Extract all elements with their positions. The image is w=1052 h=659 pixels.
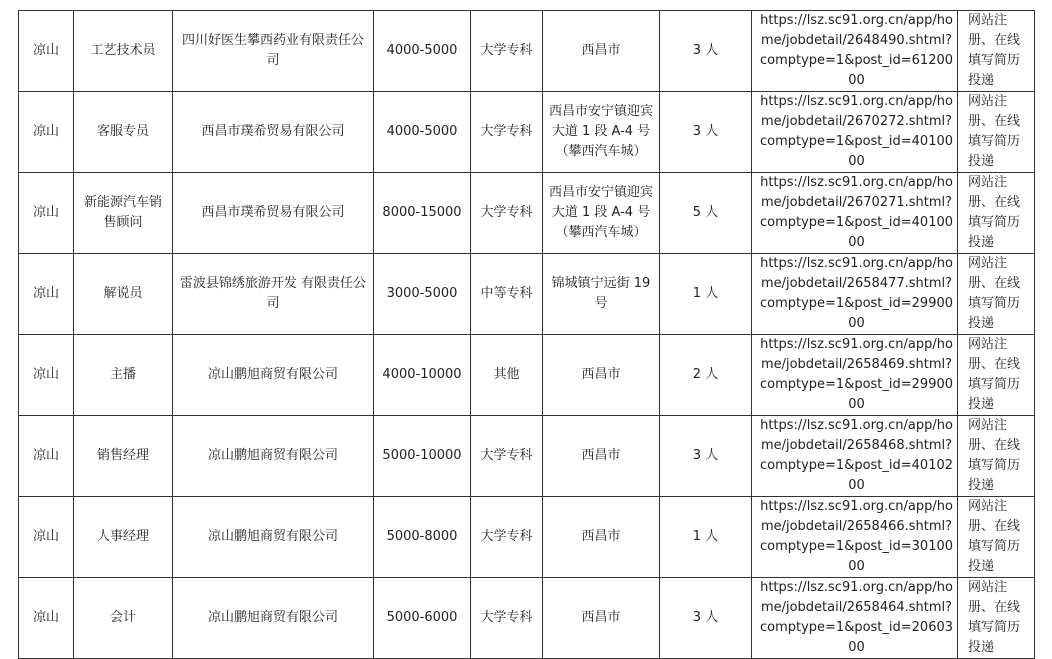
education-cell: 大学专科 <box>471 578 543 659</box>
table-row <box>19 335 1035 416</box>
salary-cell: 5000-10000 <box>374 416 471 497</box>
salary-cell: 5000-6000 <box>374 578 471 659</box>
headcount-cell: 3 人 <box>660 92 752 173</box>
job-url-cell[interactable]: https://lsz.sc91.org.cn/app/home/jobdetail/2658466.shtml?comptype=1&post_id=3010000 <box>752 497 958 578</box>
location-cell: 西昌市 <box>543 497 660 578</box>
job-listing-table <box>18 10 1035 659</box>
position-cell: 销售经理 <box>74 416 173 497</box>
salary-cell: 3000-5000 <box>374 254 471 335</box>
location-cell: 西昌市 <box>543 416 660 497</box>
position-cell: 客服专员 <box>74 92 173 173</box>
company-cell: 雷波县锦绣旅游开发 有限责任公司 <box>173 254 374 335</box>
position-cell: 新能源汽车销售顾问 <box>74 173 173 254</box>
table-row <box>19 497 1035 578</box>
headcount-cell: 3 人 <box>660 416 752 497</box>
table-row <box>19 92 1035 173</box>
table-row <box>19 11 1035 92</box>
education-cell: 中等专科 <box>471 254 543 335</box>
job-url-cell[interactable]: https://lsz.sc91.org.cn/app/home/jobdetail/2658477.shtml?comptype=1&post_id=2990000 <box>752 254 958 335</box>
region-cell: 凉山 <box>19 578 74 659</box>
location-cell: 西昌市 <box>543 11 660 92</box>
job-url-cell[interactable]: https://lsz.sc91.org.cn/app/home/jobdetail/2648490.shtml?comptype=1&post_id=6120000 <box>752 11 958 92</box>
education-cell: 大学专科 <box>471 92 543 173</box>
location-cell: 西昌市 <box>543 578 660 659</box>
job-url-cell[interactable]: https://lsz.sc91.org.cn/app/home/jobdetail/2658464.shtml?comptype=1&post_id=2060300 <box>752 578 958 659</box>
job-url-cell[interactable]: https://lsz.sc91.org.cn/app/home/jobdetail/2670271.shtml?comptype=1&post_id=4010000 <box>752 173 958 254</box>
apply-method-cell: 网站注册、在线填写简历投递 <box>958 497 1035 578</box>
education-cell: 大学专科 <box>471 497 543 578</box>
position-cell: 主播 <box>74 335 173 416</box>
table-row <box>19 578 1035 659</box>
company-cell: 西昌市璞希贸易有限公司 <box>173 92 374 173</box>
headcount-cell: 3 人 <box>660 578 752 659</box>
salary-cell: 4000-5000 <box>374 92 471 173</box>
headcount-cell: 3 人 <box>660 11 752 92</box>
company-cell: 凉山鹏旭商贸有限公司 <box>173 416 374 497</box>
apply-method-cell: 网站注册、在线填写简历投递 <box>958 578 1035 659</box>
table-row <box>19 173 1035 254</box>
job-listing-sheet <box>18 10 1034 659</box>
region-cell: 凉山 <box>19 173 74 254</box>
education-cell: 大学专科 <box>471 416 543 497</box>
location-cell: 西昌市安宁镇迎宾大道 1 段 A-4 号（攀西汽车城） <box>543 173 660 254</box>
headcount-cell: 5 人 <box>660 173 752 254</box>
company-cell: 凉山鹏旭商贸有限公司 <box>173 578 374 659</box>
education-cell: 其他 <box>471 335 543 416</box>
region-cell: 凉山 <box>19 416 74 497</box>
region-cell: 凉山 <box>19 497 74 578</box>
company-cell: 四川好医生攀西药业有限责任公司 <box>173 11 374 92</box>
job-url-cell[interactable]: https://lsz.sc91.org.cn/app/home/jobdetail/2658469.shtml?comptype=1&post_id=2990000 <box>752 335 958 416</box>
apply-method-cell: 网站注册、在线填写简历投递 <box>958 92 1035 173</box>
position-cell: 会计 <box>74 578 173 659</box>
table-row <box>19 416 1035 497</box>
region-cell: 凉山 <box>19 254 74 335</box>
position-cell: 工艺技术员 <box>74 11 173 92</box>
headcount-cell: 1 人 <box>660 254 752 335</box>
location-cell: 锦城镇宁远街 19 号 <box>543 254 660 335</box>
company-cell: 凉山鹏旭商贸有限公司 <box>173 335 374 416</box>
location-cell: 西昌市安宁镇迎宾大道 1 段 A-4 号（攀西汽车城） <box>543 92 660 173</box>
salary-cell: 4000-5000 <box>374 11 471 92</box>
education-cell: 大学专科 <box>471 173 543 254</box>
table-row <box>19 254 1035 335</box>
apply-method-cell: 网站注册、在线填写简历投递 <box>958 335 1035 416</box>
apply-method-cell: 网站注册、在线填写简历投递 <box>958 416 1035 497</box>
company-cell: 西昌市璞希贸易有限公司 <box>173 173 374 254</box>
salary-cell: 4000-10000 <box>374 335 471 416</box>
headcount-cell: 2 人 <box>660 335 752 416</box>
apply-method-cell: 网站注册、在线填写简历投递 <box>958 254 1035 335</box>
company-cell: 凉山鹏旭商贸有限公司 <box>173 497 374 578</box>
salary-cell: 8000-15000 <box>374 173 471 254</box>
position-cell: 人事经理 <box>74 497 173 578</box>
apply-method-cell: 网站注册、在线填写简历投递 <box>958 11 1035 92</box>
salary-cell: 5000-8000 <box>374 497 471 578</box>
region-cell: 凉山 <box>19 92 74 173</box>
education-cell: 大学专科 <box>471 11 543 92</box>
region-cell: 凉山 <box>19 335 74 416</box>
job-url-cell[interactable]: https://lsz.sc91.org.cn/app/home/jobdetail/2670272.shtml?comptype=1&post_id=4010000 <box>752 92 958 173</box>
region-cell: 凉山 <box>19 11 74 92</box>
job-url-cell[interactable]: https://lsz.sc91.org.cn/app/home/jobdetail/2658468.shtml?comptype=1&post_id=4010200 <box>752 416 958 497</box>
apply-method-cell: 网站注册、在线填写简历投递 <box>958 173 1035 254</box>
position-cell: 解说员 <box>74 254 173 335</box>
location-cell: 西昌市 <box>543 335 660 416</box>
headcount-cell: 1 人 <box>660 497 752 578</box>
